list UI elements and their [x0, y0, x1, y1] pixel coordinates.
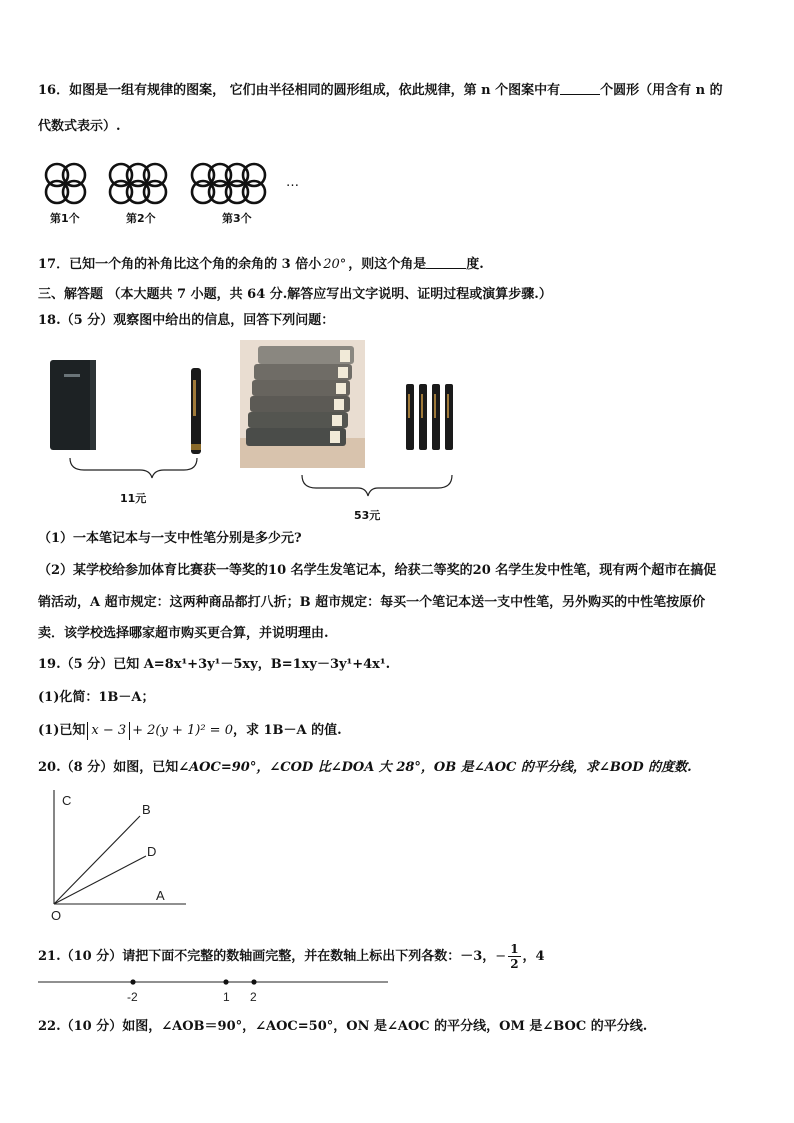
q18-part2-line3: 卖．该学校选择哪家超市购买更合算，并说明理由.	[38, 626, 329, 641]
q19-part2-prefix: (1)已知	[38, 723, 86, 738]
tick-label-1: 1	[223, 990, 230, 1004]
q19-part2-suffix: ，求 1B－A 的值.	[232, 723, 342, 738]
label-O: O	[51, 908, 62, 923]
q20-title-b: ∠AOC=90°，∠COD 比∠DOA 大 28°，OB 是∠AOC 的平分线，求∠BOD 的度数.	[178, 760, 692, 775]
angle-figure	[40, 786, 200, 926]
q20-title	[38, 759, 692, 777]
q21-title	[38, 942, 545, 971]
q18-part2-line2: 销活动，A 超市规定：这两种商品都打八折；B 超市规定：每买一个笔记本送一支中性笔，另外购买的中性笔按原价	[38, 595, 706, 610]
q18-figure	[40, 340, 480, 525]
fraction-numerator: 1	[510, 942, 519, 956]
tick-point-1	[223, 979, 228, 984]
q21-title-text: 21.（10 分）请把下面不完整的数轴画完整，并在数轴上标出下列各数：－3，	[38, 949, 496, 964]
pattern-caption-2: 第2个	[126, 212, 156, 225]
q16-text-b: 个圆形（用含有 n 的	[600, 83, 723, 98]
brace-2	[302, 475, 452, 496]
ring-pattern-1	[46, 164, 85, 203]
q16-line1	[38, 82, 723, 100]
q21-minus: −	[495, 949, 507, 964]
price-label-2: 53元	[354, 509, 381, 522]
q21-tail: ，4	[522, 949, 545, 964]
pen-image	[191, 368, 201, 454]
four-pens-image	[406, 384, 453, 450]
pattern-caption-1: 第1个	[50, 212, 80, 225]
square-expression: + 2(y + 1)² = 0	[132, 723, 233, 738]
q17-text-b: ，则这个角是	[348, 257, 427, 272]
brace-1	[70, 458, 197, 478]
tick-point-neg2	[130, 979, 135, 984]
label-B: B	[142, 802, 151, 817]
q16-text-a: 16．如图是一组有规律的图案， 它们由半径相同的圆形组成，依此规律，第 n 个图案中有	[38, 83, 561, 98]
pattern-caption-3: 第3个	[222, 212, 252, 225]
q19-part1: (1)化简：1B－A；	[38, 690, 155, 705]
q18-part2-line1: （2）某学校给参加体育比赛获一等奖的10 名学生发笔记本，给获二等奖的20 名学生发中性笔，现有两个超市在搞促	[38, 563, 717, 578]
q19-title: 19.（5 分）已知 A=8x¹+3y¹－5xy，B=1xy－3y¹+4x¹.	[38, 657, 391, 672]
q19-part2	[38, 722, 342, 740]
tick-label-2: 2	[250, 990, 257, 1004]
q17-text-a: 17．已知一个角的补角比这个角的余角的 3 倍小	[38, 257, 322, 272]
q16-line2: 代数式表示）.	[38, 119, 121, 134]
notebook-stack-image	[240, 340, 365, 468]
q17-answer-blank[interactable]	[426, 256, 466, 269]
pattern-ellipsis: …	[286, 175, 299, 190]
price-label-1: 11元	[120, 492, 147, 505]
fraction-denominator: 2	[510, 957, 519, 971]
label-A: A	[156, 888, 165, 903]
ring-patterns	[40, 158, 320, 208]
label-C: C	[62, 793, 72, 808]
label-D: D	[147, 844, 157, 859]
q17-line	[38, 256, 484, 274]
notebook-image	[50, 360, 96, 450]
ring-pattern-3	[192, 164, 265, 203]
ray-OD	[54, 856, 146, 904]
q20-title-a: 20.（8 分）如图，已知	[38, 760, 179, 775]
tick-label-neg2: -2	[127, 990, 138, 1004]
q17-angle: 20°	[323, 257, 347, 272]
ray-OB	[54, 816, 140, 904]
q18-title: 18.（5 分）观察图中给出的信息，回答下列问题：	[38, 313, 335, 328]
abs-expression: x − 3	[87, 722, 130, 740]
q17-text-c: 度.	[466, 257, 484, 272]
section-3-heading: 三、解答题 （本大题共 7 小题，共 64 分.解答应写出文字说明、证明过程或演算步骤.）	[38, 287, 552, 302]
q22-title: 22.（10 分）如图，∠AOB＝90°，∠AOC=50°，ON 是∠AOC 的平分线，OM 是∠BOC 的平分线.	[38, 1019, 648, 1034]
number-line[interactable]	[36, 974, 396, 1006]
fraction-one-half	[508, 942, 520, 971]
q18-part1: （1）一本笔记本与一支中性笔分别是多少元?	[38, 531, 302, 546]
q16-answer-blank[interactable]	[560, 82, 600, 95]
ring-pattern-2	[110, 164, 166, 203]
tick-point-2	[251, 979, 256, 984]
